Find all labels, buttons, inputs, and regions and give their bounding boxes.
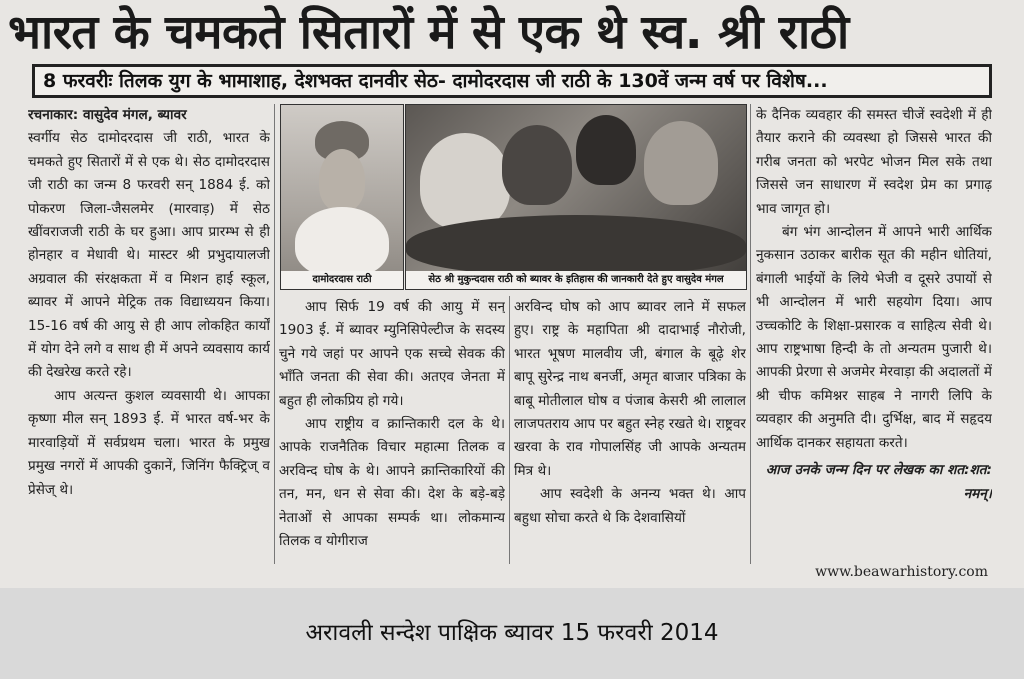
article-column-4 <box>756 104 992 566</box>
byline: रचनाकार: वासुदेव मंगल, ब्यावर <box>28 107 187 123</box>
person-shape <box>576 115 636 185</box>
face-shape <box>319 149 365 211</box>
group-photo <box>405 104 747 290</box>
photo-caption: सेठ श्री मुकुन्ददास राठी को ब्यावर के इतिहास की जानकारी देते हुए वासुदेव मंगल <box>406 271 746 289</box>
paragraph: अरविन्द घोष को आप ब्यावर लाने में सफल हुए। राष्ट्र के महापिता श्री दादाभाई नौरोजी, भारत भूषण मालवीय जी, बंगाल के बूढ़े शेर बापू सुरेन्द्र नाथ बनर्जी, अमृत बाजार पत्रिका के बाबू मोतीलाल घोष व पंजाब केसरी श्री लालाल लाजपतराय आप पर बहुत स्नेह रखते थे। राष्ट्रवर खरवा के राव गोपालसिंह जी आपके अन्यतम मित्र थे। <box>514 299 746 479</box>
paragraph: आप अत्यन्त कुशल व्यवसायी थे। आपका कृष्णा मील सन् 1893 ई. में भारत वर्ष-भर के मारवाड़ियों में सर्वप्रथम चला। भारत के प्रमुख प्रमुख नगरों में आपकी दुकानें, जिनिंग फैक्ट्रिज् व प्रेसेज् थे। <box>28 387 270 498</box>
person-shape <box>420 133 510 229</box>
paragraph: आप राष्ट्रीय व क्रान्तिकारी दल के थे। आपके राजनैतिक विचार महात्मा तिलक व अरविन्द घोष के थे। आपने क्रान्तिकारियों की तन, मन, धन से सेवा की। देश के बड़े-बड़े नेताओं से आपका सम्पर्क था। लोकमान्य तिलक व योगीराज <box>279 416 505 550</box>
paragraph: के दैनिक व्यवहार की समस्त चीजें स्वदेशी में ही तैयार कराने की व्यवस्था हो जिससे भारत की गरीब जनता को भरपेट भोजन मिल सके तथा जिससे जन साधारण में स्वदेश प्रेम का प्रगाढ़ भाव जागृत हो। <box>756 107 992 217</box>
article-column-2 <box>279 296 505 564</box>
photo-caption: दामोदरदास राठी <box>281 271 403 289</box>
portrait-photo <box>280 104 404 290</box>
subheadline: 8 फरवरीः तिलक युग के भामाशाह, देशभक्त दानवीर सेठ- दामोदरदास जी राठी के 130वें जन्म वर्ष पर विशेष... <box>32 64 992 98</box>
article-column-1 <box>28 104 270 566</box>
column-divider <box>750 104 751 564</box>
column-divider <box>274 104 275 564</box>
crowd-shape <box>406 215 746 275</box>
website-watermark: www.beawarhistory.com <box>815 564 988 580</box>
article-column-3 <box>514 296 746 564</box>
paragraph: आप स्वदेशी के अनन्य भक्त थे। आप बहुधा सोचा करते थे कि देशवासियों <box>514 486 746 526</box>
headline: भारत के चमकते सितारों में से एक थे स्व. श्री राठी <box>8 5 849 60</box>
paragraph: स्वर्गीय सेठ दामोदरदास जी राठी, भारत के चमकते हुए सितारों में से एक थे। सेठ दामोदरदास जी राठी का जन्म 8 फरवरी सन् 1884 ई. को पोकरण जिला-जैसलमेर (मारवाड़) में सेठ खींवराजजी राठी के घर हुआ। आप प्रारम्भ से ही होनहार व मेधावी थे। मास्टर श्री प्रभुदायालजी अग्रवाल की संरक्षकता में व मिशन हाई स्कूल, ब्यावर में आपने मेट्रिक तक विद्याध्ययन किया। 15-16 वर्ष की आयु से ही आप लोकहित कार्यों में योग देने लगे व साथ ही में अपने व्यवसाय कार्य की देखरेख करते रहे। <box>28 130 270 381</box>
paragraph: आप सिर्फ 19 वर्ष की आयु में सन् 1903 ई. में ब्यावर म्युनिसिपेल्टीज के सदस्य चुने गये जहां पर आपने एक सच्चे सेवक की भाँति जनता की सेवा की। अतएव जेनता में बहुत ही लोकप्रिय हो गये। <box>279 299 505 409</box>
tribute-line: आज उनके जन्म दिन पर लेखक का शत:शत: नमन्। <box>765 462 992 502</box>
publication-caption: अरावली सन्देश पाक्षिक ब्यावर 15 फरवरी 2014 <box>0 588 1024 679</box>
robe-shape <box>295 207 389 277</box>
person-shape <box>502 125 572 205</box>
column-divider <box>509 296 510 564</box>
person-shape <box>644 121 718 205</box>
paragraph: बंग भंग आन्दोलन में आपने भारी आर्थिक नुकसान उठाकर बारीक सूत की महीन धोतियां, बंगाली भाईयों के लिये भेजी व दूसरे उपायों से भी आन्दोलन में भारी सहयोग दिया। आप उच्चकोटि के शिक्षा-प्रसारक व साहित्य सेवी थे। आप राष्ट्रभाषा हिन्दी के तो अन्यतम पुजारी थे। आपकी प्रेरणा से अजमेर मेरवाड़ा की अदालतों में श्री चीफ कमिश्नर साहब ने नागरी लिपि के व्यवहार की अनुमति दी। दुर्भिक्ष, बाद में सहृदय आर्थिक दानकर सहायता करते। <box>756 224 992 451</box>
